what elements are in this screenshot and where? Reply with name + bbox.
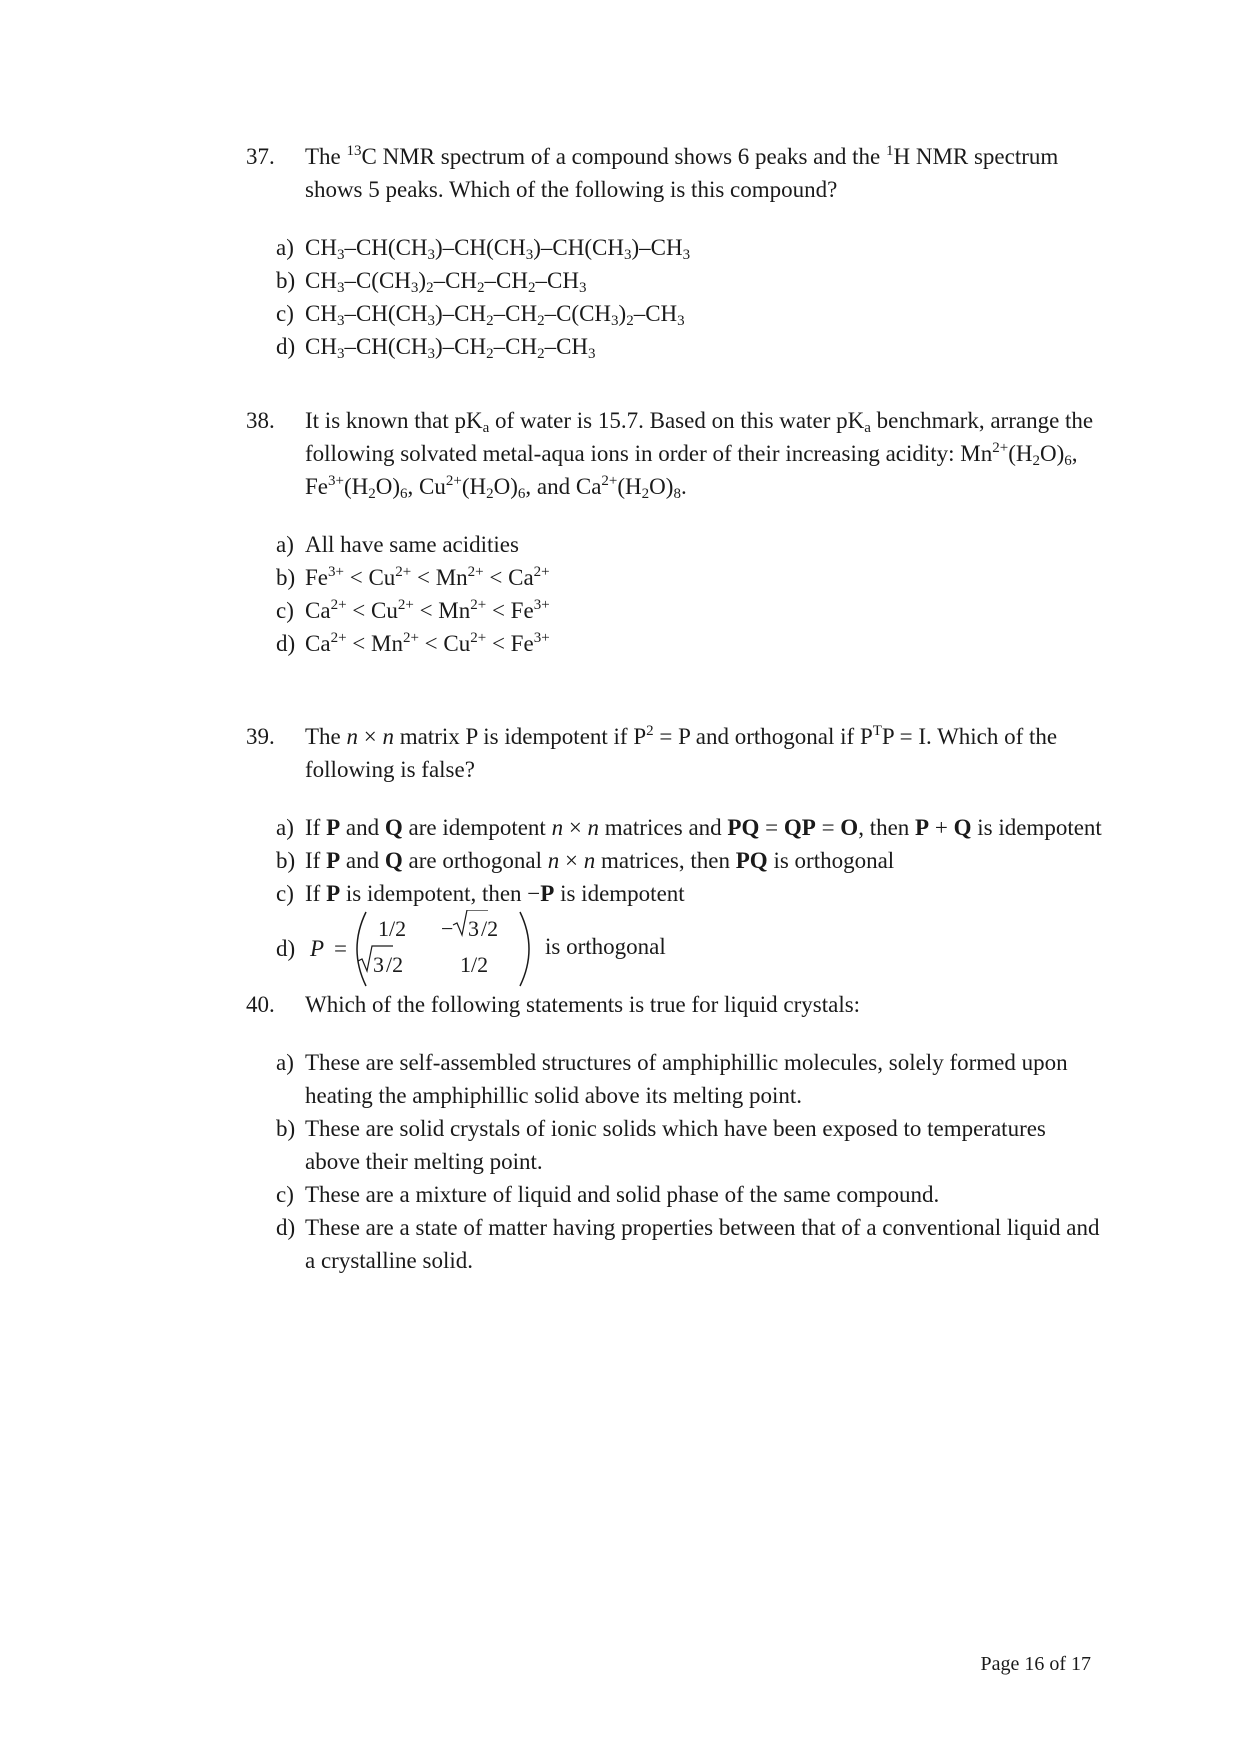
question-38 [246,404,1106,660]
option-d: d) $CH_3-CH(CH_3)-CH_2-CH_2-CH_3$ [276,334,596,362]
question-39 [246,720,1106,988]
question-40 [246,988,1106,1277]
option-d: d) P = 1/2 − 3 /2 3 /2 1/2 is orthogonal [246,910,1106,988]
option-b: b) These are solid crystals of ionic solids which have been exposed to temperatures above their melting point. [276,1116,1046,1174]
question-number: 39. [246,724,275,749]
option-a: a) All have same acidities [276,532,519,557]
option-d: d) $Ca^{2+} < Mn^{2+} < Cu^{2+} < Fe^{3+}$ [276,630,550,656]
option-c: c) If P is idempotent, then −P is idempotent [276,881,685,906]
question-text: Which of the following statements is true for liquid crystals: [305,992,861,1017]
option-a: a) If P and Q are idempotent n × n matrices and PQ = QP = O, then P + Q is idempotent [276,815,1102,840]
question-number: 40. [246,992,275,1017]
question-37 [246,140,1106,363]
question-number: 37. [246,144,275,169]
question-text: The n × n matrix P is idempotent if $P^2 = P$ and orthogonal if $P^TP = I$. Which of the following is false? [305,723,1058,782]
question-text: It is known that $pK_a$ of water is 15.7. Based on this water $pK_a$ benchmark, arrange the following solvated metal-aqua ions in order of their increasing acidity: $Mn^{2+}(H_2O)_6$, $Fe^{3+}(H_2O)_6$, $Cu^{2+}(H_2O)_6$, and $Ca^{2+}(H_2O)_8$. [305,408,1094,502]
option-b: b) $Fe^{3+} < Cu^{2+} < Mn^{2+} < Ca^{2+}$ [276,564,550,590]
option-c: c) $Ca^{2+} < Cu^{2+} < Mn^{2+} < Fe^{3+}$ [276,597,550,623]
answer-options [246,231,1106,363]
matrix-expression: P = 1/2 − 3 /2 3 /2 1/2 is orthogonal [310,910,790,988]
option-c: c) $CH_3-CH(CH_3)-CH_2-CH_2-C(CH_3)_2-CH_3$ [276,301,685,329]
option-b: b) If P and Q are orthogonal n × n matrices, then PQ is orthogonal [276,848,895,873]
answer-options [246,528,1106,660]
option-a: a) These are self-assembled structures of amphiphillic molecules, solely formed upon heating the amphiphillic solid above its melting point. [276,1050,1068,1108]
option-d: d) These are a state of matter having properties between that of a conventional liquid and a crystalline solid. [276,1215,1100,1273]
page-number: Page 16 of 17 [980,1653,1091,1675]
option-c: c) These are a mixture of liquid and solid phase of the same compound. [276,1182,940,1207]
question-text: The $^{13}$C NMR spectrum of a compound shows 6 peaks and the $^1$H NMR spectrum shows 5 peaks. Which of the following is this compound? [305,143,1059,202]
option-b: b) $CH_3-C(CH_3)_2-CH_2-CH_2-CH_3$ [276,268,587,296]
question-number: 38. [246,408,275,433]
answer-options [246,1046,1106,1277]
option-a: a) $CH_3-CH(CH_3)-CH(CH_3)-CH(CH_3)-CH_3$ [276,235,691,263]
answer-options [246,811,1106,988]
